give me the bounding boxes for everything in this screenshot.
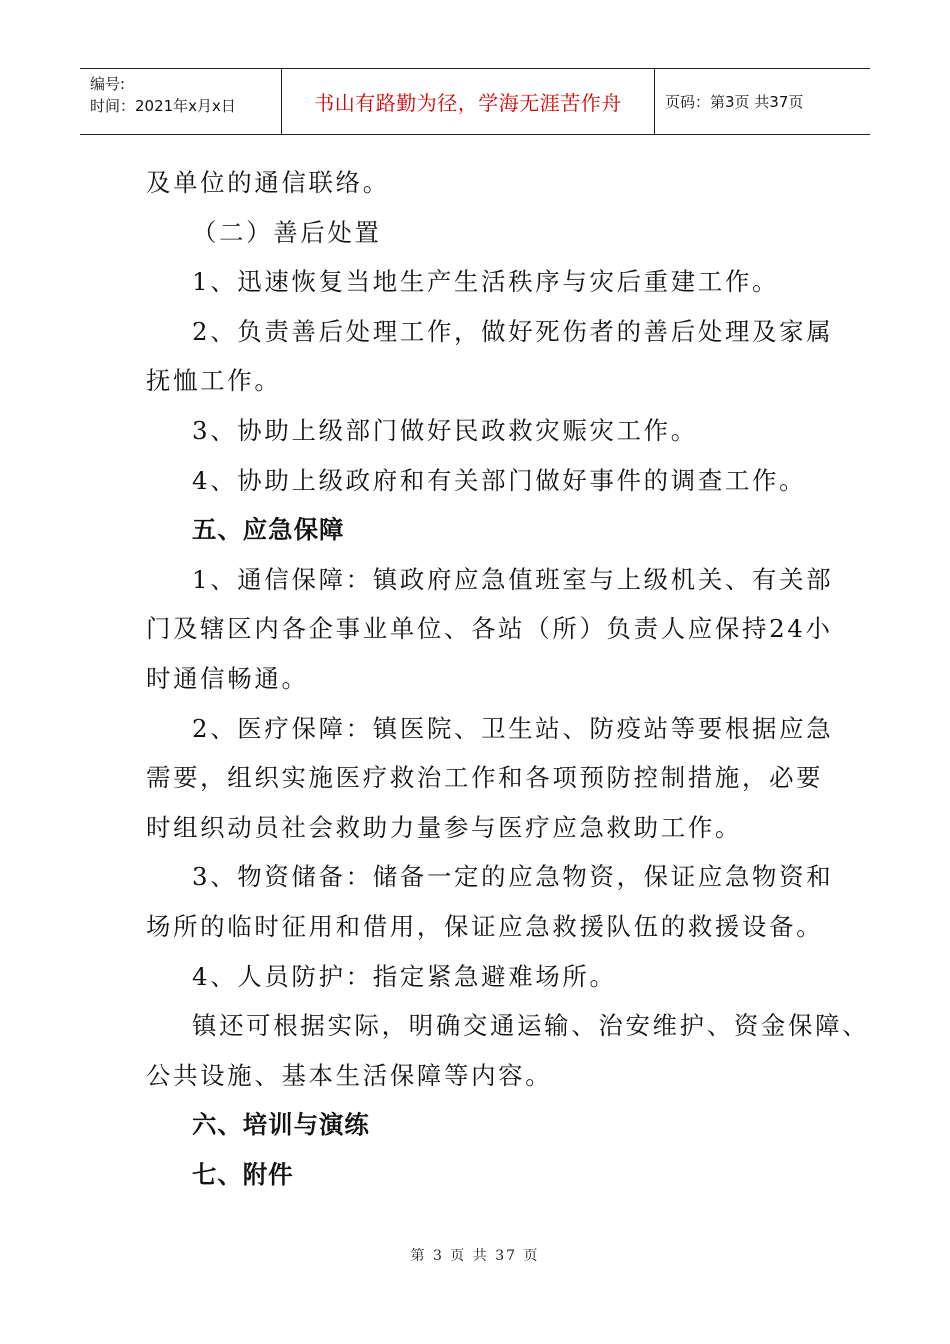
paragraph-line: 公共设施、基本生活保障等内容。	[146, 1060, 553, 1090]
paragraph-line: 2、医疗保障：镇医院、卫生站、防疫站等要根据应急	[192, 713, 834, 743]
paragraph-line: 门及辖区内各企事业单位、各站（所）负责人应保持24小	[146, 614, 833, 644]
paragraph-line: 2、负责善后处理工作，做好死伤者的善后处理及家属	[192, 316, 834, 346]
paragraph-line: 镇还可根据实际，明确交通运输、治安维护、资金保障、	[192, 1011, 870, 1041]
paragraph-line: 3、协助上级部门做好民政救灾赈灾工作。	[192, 415, 698, 445]
header-code-label: 编号:	[90, 75, 126, 93]
paragraph-line: 时组织动员社会救助力量参与医疗应急救助工作。	[146, 812, 742, 842]
header-page-info: 页码：第3页 共37页	[665, 93, 804, 111]
paragraph-line: 时通信畅通。	[146, 663, 309, 693]
header-motto: 书山有路勤为径，学海无涯苦作舟	[314, 91, 622, 115]
paragraph-line: 及单位的通信联络。	[146, 168, 390, 197]
paragraph-line: 需要，组织实施医疗救治工作和各项预防控制措施，必要	[146, 763, 824, 793]
section-heading: 五、应急保障	[192, 515, 345, 545]
header-divider	[654, 69, 655, 134]
paragraph-line: 抚恤工作。	[146, 366, 282, 396]
paragraph-line: 1、迅速恢复当地生产生活秩序与灾后重建工作。	[192, 267, 780, 297]
document-body	[146, 158, 870, 1199]
section-heading: 六、培训与演练	[192, 1110, 370, 1140]
paragraph-line: 4、人员防护：指定紧急避难场所。	[192, 961, 617, 991]
paragraph-line: 3、物资储备：储备一定的应急物资，保证应急物资和	[192, 862, 834, 892]
paragraph-line: 场所的临时征用和借用，保证应急救援队伍的救援设备。	[146, 911, 824, 941]
header-meta	[90, 73, 280, 117]
header-time-label: 时间：2021年x月x日	[90, 97, 236, 115]
paragraph-line: 1、通信保障：镇政府应急值班室与上级机关、有关部	[192, 564, 834, 594]
paragraph-line: 4、协助上级政府和有关部门做好事件的调查工作。	[192, 465, 807, 495]
section-heading: 七、附件	[192, 1159, 294, 1189]
page-footer: 第 3 页 共 37 页	[410, 1248, 540, 1264]
page-header	[80, 68, 870, 135]
paragraph-line: （二）善后处置	[192, 217, 382, 247]
